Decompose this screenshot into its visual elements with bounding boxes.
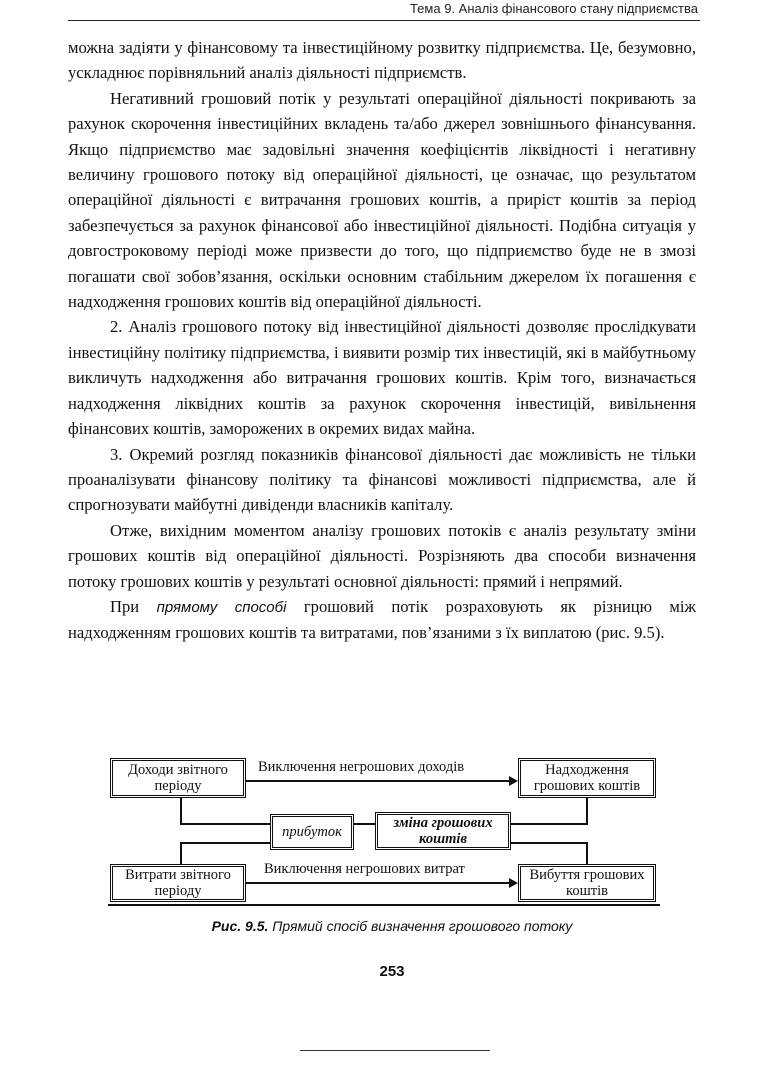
header-rule <box>68 20 700 21</box>
middle-line-center <box>353 823 376 825</box>
paragraph-6 <box>68 594 696 646</box>
caption-label: Рис. 9.5. <box>211 918 269 934</box>
figure-caption <box>0 918 784 934</box>
arrow-bottom-head <box>509 878 518 888</box>
right-connector <box>586 798 588 824</box>
lower-mid-line-left <box>180 842 270 844</box>
body-text <box>68 35 696 646</box>
left-connector <box>180 798 182 824</box>
paragraph-3: 2. Аналіз грошового потоку від інвестиційної діяльності дозволяє прослідкувати інвестиційну політику підприємства, і виявити розмір тих інвестицій, які в майбутньому викличуть надходження або витрачання грошових коштів. Крім того, визначається надходження ліквідних коштів за рахунок скорочення інвестицій, вивільнення фінансових коштів, заморожених в окремих видах майна. <box>68 317 696 439</box>
caption-text: Прямий спосіб визначення грошового потоку <box>272 918 573 934</box>
inflow-box: Надходження грошових коштів <box>518 758 656 798</box>
arrow-bottom-shaft <box>246 882 510 884</box>
paragraph-6-rest: грошовий потік розраховують як різницю між надходженням грошових коштів та витратами, пов’язаними з їх виплатою (рис. 9.5). <box>68 596 697 643</box>
bottom-rule <box>108 904 660 906</box>
paragraph-1: можна задіяти у фінансовому та інвестиційному розвитку підприємства. Це, безумовно, ускладнює порівняльний аналіз діяльності підприємств. <box>68 38 696 83</box>
direct-method-diagram <box>108 756 660 908</box>
paragraph-2: Негативний грошовий потік у результаті операційної діяльності покривають за рахунок скорочення інвестиційних вкладень та/або джерел зовнішнього фінансування. Якщо підприємство має задовільні значення коефіцієнтів ліквідності і негативну величину грошового потоку від операційної діяльності, це означає, що результатом операційної діяльності є витрачання грошових коштів, а приріст коштів за період забезпечується за рахунок фінансової або інвестиційної діяльності. Подібна ситуація у довгостроковому періоді може призвести до того, що підприємство буде не в змозі погашати свої зобов’язання, оскільки основним стабільним джерелом їх погашення є надходження грошових коштів від операційної діяльності. <box>68 88 696 312</box>
direct-method-term: прямому способі <box>156 598 287 616</box>
footer-rule <box>300 1050 490 1051</box>
revenue-box: Доходи звітного періоду <box>110 758 246 798</box>
arrow-bottom-label: Виключення негрошових витрат <box>264 861 465 877</box>
left-connector-lower <box>180 842 182 866</box>
page-number: 253 <box>379 963 405 980</box>
arrow-top-shaft <box>246 780 510 782</box>
middle-line-left <box>180 823 270 825</box>
lower-mid-line-right <box>510 842 588 844</box>
paragraph-6-start: При <box>110 596 157 616</box>
expenses-box: Витрати звітного періоду <box>110 864 246 902</box>
paragraph-5: Отже, вихідним моментом аналізу грошових потоків є аналіз результату зміни грошових коштів від операційної діяльності. Розрізняють два способи визначення потоку грошових коштів у результаті основної діяльності: прямий і непрямий. <box>68 520 696 591</box>
paragraph-4: 3. Окремий розгляд показників фінансової діяльності дає можливість не тільки проаналізувати фінансову політику та фінансові можливості підприємства, але й спрогнозувати майбутні дивіденди власників капіталу. <box>68 444 696 515</box>
running-title: Тема 9. Аналіз фінансового стану підприємства <box>409 1 698 16</box>
right-connector-lower <box>586 842 588 866</box>
arrow-top-label: Виключення негрошових доходів <box>258 759 465 775</box>
outflow-box: Вибуття грошових коштів <box>518 864 656 902</box>
arrow-top-head <box>509 776 518 786</box>
middle-line-right <box>510 823 588 825</box>
profit-box: прибуток <box>270 814 354 850</box>
cash-change-box: зміна грошових коштів <box>375 812 511 850</box>
